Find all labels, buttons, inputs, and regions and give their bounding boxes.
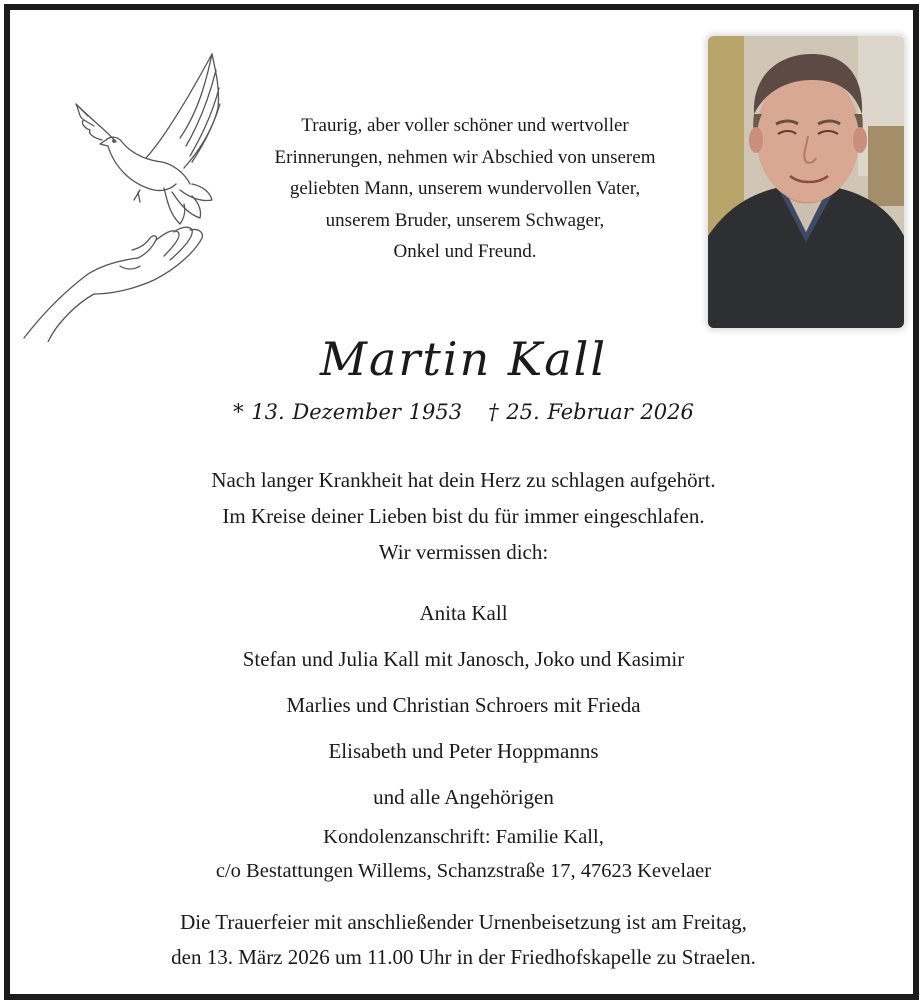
- life-dates: [10, 400, 917, 424]
- ceremony-line: den 13. März 2026 um 11.00 Uhr in der Friedhofskapelle zu Straelen.: [171, 945, 756, 969]
- intro-line: unserem Bruder, unserem Schwager,: [325, 209, 605, 231]
- family-line: Marlies und Christian Schroers mit Frieda: [286, 693, 641, 717]
- portrait-photo: [708, 36, 904, 328]
- message-line: Wir vermissen dich:: [378, 540, 549, 564]
- dove-hand-icon: [14, 42, 234, 342]
- condolence-line: c/o Bestattungen Willems, Schanzstraße 17, 47623 Kevelaer: [215, 860, 712, 882]
- obituary-frame: [4, 4, 919, 1000]
- family-list: [10, 590, 917, 820]
- condolence-line: Kondolenzanschrift: Familie Kall,: [323, 826, 604, 848]
- intro-line: Traurig, aber voller schöner und wertvoller: [301, 115, 629, 136]
- birth-date: * 13. Dezember 1953: [233, 400, 463, 424]
- ceremony-line: Die Trauerfeier mit anschließender Urnenbeisetzung ist am Freitag,: [180, 910, 747, 934]
- message-line: Im Kreise deiner Lieben bist du für immer eingeschlafen.: [222, 504, 705, 528]
- ceremony-info: [10, 905, 917, 975]
- message-line: Nach langer Krankheit hat dein Herz zu schlagen aufgehört.: [211, 468, 716, 492]
- family-line: und alle Angehörigen: [373, 785, 554, 809]
- family-line: Stefan und Julia Kall mit Janosch, Joko und Kasimir: [242, 647, 685, 671]
- intro-line: geliebten Mann, unserem wundervollen Vater,: [289, 178, 641, 199]
- deceased-name: Martin Kall: [319, 332, 608, 386]
- intro-text: [210, 110, 720, 268]
- intro-line: Erinnerungen, nehmen wir Abschied von unserem: [274, 146, 656, 168]
- family-line: Elisabeth und Peter Hoppmanns: [328, 739, 599, 763]
- message-text: [10, 462, 917, 570]
- family-line: Anita Kall: [419, 601, 508, 625]
- death-date: † 25. Februar 2026: [488, 400, 694, 424]
- intro-line: Onkel und Freund.: [393, 241, 537, 262]
- condolence-address: [10, 820, 917, 888]
